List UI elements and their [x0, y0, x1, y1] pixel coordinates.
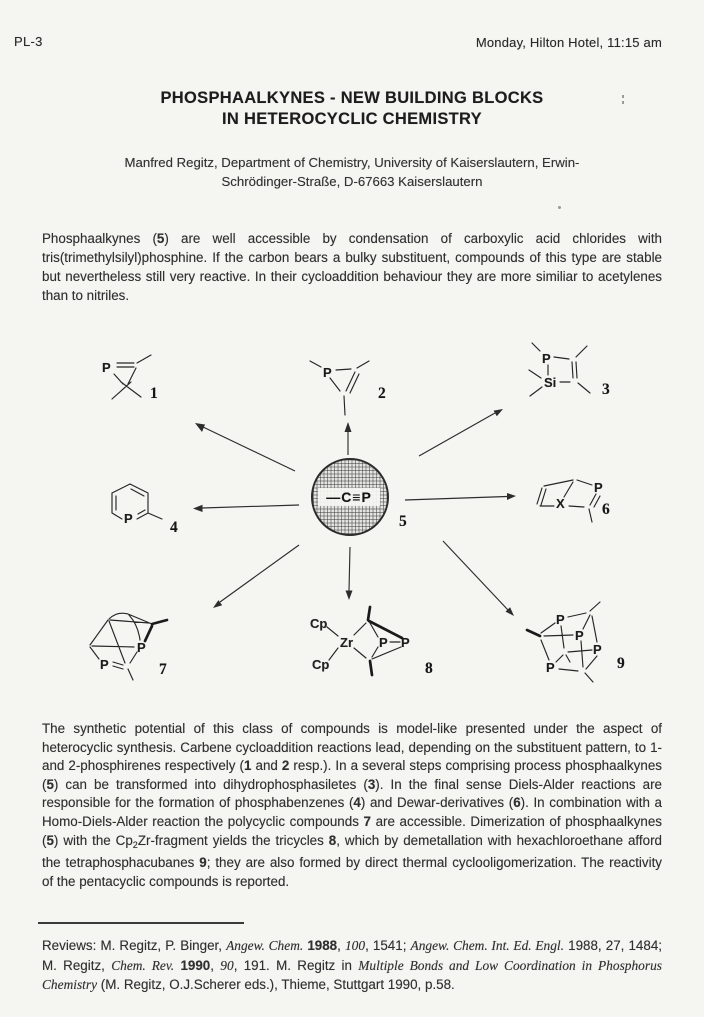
structure-9-tetraphosphacubane: [527, 602, 625, 682]
structure-number-3: 3: [602, 381, 610, 398]
arrow-to-structure-4: [193, 505, 299, 512]
zirconium-label: Zr: [340, 635, 353, 650]
cp-ligand-label: Cp: [310, 616, 328, 631]
author-line-2: Schrödinger-Straße, D-67663 Kaiserslautern: [221, 174, 483, 189]
structure-number-8: 8: [425, 660, 433, 677]
atom-label-p: P: [102, 360, 111, 375]
structure-number-1: 1: [150, 385, 158, 402]
arrow-to-structure-1: [195, 423, 295, 471]
references: Reviews: M. Regitz, P. Binger, Angew. Chem. 1988, 100, 1541; Angew. Chem. Int. Ed. Engl. 1988, 27, 1484; M. Regitz, Chem. Rev. 1990, 90, 191. M. Regitz in Multiple Bonds and Low Coordination in Phosphorus Chemistry (M. Regitz, O.J.Scherer eds.), Thieme, Stuttgart 1990, p.58.: [42, 938, 662, 992]
structure-3-phosphasilete: [529, 343, 610, 398]
title-line-2: IN HETEROCYCLIC CHEMISTRY: [222, 110, 482, 128]
session-info: Monday, Hilton Hotel, 11:15 am: [475, 35, 662, 50]
author-affiliation: [0, 153, 704, 191]
atom-label-p: P: [137, 640, 146, 655]
arrow-to-structure-7: [213, 545, 299, 608]
core-formula: —C≡P: [326, 489, 372, 505]
atom-label-p: P: [593, 642, 602, 657]
session-code: PL-3: [14, 34, 43, 49]
abstract-paragraph-2: The synthetic potential of this class of compounds is model-like presented under the aspect of heterocyclic synthesis. Carbene cycloaddition reactions lead, depending on the substituent pattern, to 1- and 2-phosphirenes respectively (1 and 2 resp.). In a several steps comprising process phosphaalkynes (5) can be transformed into dihydrophosphasiletes (3). In the final sense Diels-Alder reactions are responsible for the formation of phosphabenzenes (4) and Dewar-derivatives (6). In combination with a Homo-Diels-Alder reaction the polycyclic compounds 7 are accessible. Dimerization of phosphaalkynes (5) with the $Cp_2Zr$-fragment yields the tricycles 8, which by demetallation with hexachloroethane afford the tetraphosphacubanes 9; they are also formed by direct thermal cyclooligomerization. The reactivity of the pentacyclic compounds is reported.: [42, 721, 662, 889]
atom-label-p: P: [546, 660, 555, 675]
arrow-to-structure-2: [345, 422, 352, 455]
arrow-to-structure-3: [419, 409, 503, 456]
structure-2-phosphirene: [310, 361, 386, 415]
structure-1-phosphirene: [102, 355, 158, 402]
abstract-paragraph-1: Phosphaalkynes (5) are well accessible by condensation of carboxylic acid chlorides with tris(trimethylsilyl)phosphine. If the carbon bears a bulky substituent, compounds of this type are stable but nevertheless still very reactive. In their cycloaddition behaviour they are more similiar to acetylenes than to nitriles.: [42, 231, 662, 303]
page-title: [0, 88, 704, 130]
atom-label-p: P: [401, 635, 410, 650]
scan-speck: [622, 101, 624, 104]
structure-number-6: 6: [602, 501, 610, 518]
atom-label-p: P: [323, 365, 332, 380]
scan-speck: [558, 206, 561, 209]
atom-label-x: X: [556, 496, 565, 511]
structure-7-polycyclic-cage: [90, 613, 167, 680]
structure-8-zirconium-tricycle: [310, 607, 433, 677]
atom-label-p: P: [124, 511, 133, 526]
scheme-drawing: [0, 330, 704, 710]
structure-5-phosphaalkyne: [318, 488, 407, 530]
atom-label-p: P: [575, 628, 584, 643]
author-line-1: Manfred Regitz, Department of Chemistry, University of Kaiserslautern, Erwin-: [124, 155, 580, 170]
atom-label-p: P: [379, 635, 388, 650]
structure-4-phosphabenzene: [112, 484, 178, 536]
title-line-1: PHOSPHAALKYNES - NEW BUILDING BLOCKS: [160, 89, 544, 107]
atom-label-p: P: [542, 351, 551, 366]
structure-number-4: 4: [170, 519, 178, 536]
scan-speck: [622, 95, 624, 98]
arrow-to-structure-6: [405, 493, 516, 500]
arrow-to-structure-9: [443, 541, 514, 616]
structure-number-7: 7: [159, 661, 167, 678]
footnote-rule: [38, 922, 244, 924]
atom-label-p: P: [556, 612, 565, 627]
atom-label-si: Si: [544, 375, 557, 390]
atom-label-p: P: [594, 480, 603, 495]
cp-ligand-label: Cp: [312, 657, 330, 672]
structure-number-9: 9: [617, 655, 625, 672]
structure-number-5: 5: [399, 513, 407, 530]
atom-label-p: P: [100, 657, 109, 672]
reaction-scheme: [0, 330, 704, 710]
arrow-to-structure-8: [346, 547, 353, 600]
structure-number-2: 2: [378, 385, 386, 402]
structure-6-dewar-derivative: [537, 480, 610, 522]
